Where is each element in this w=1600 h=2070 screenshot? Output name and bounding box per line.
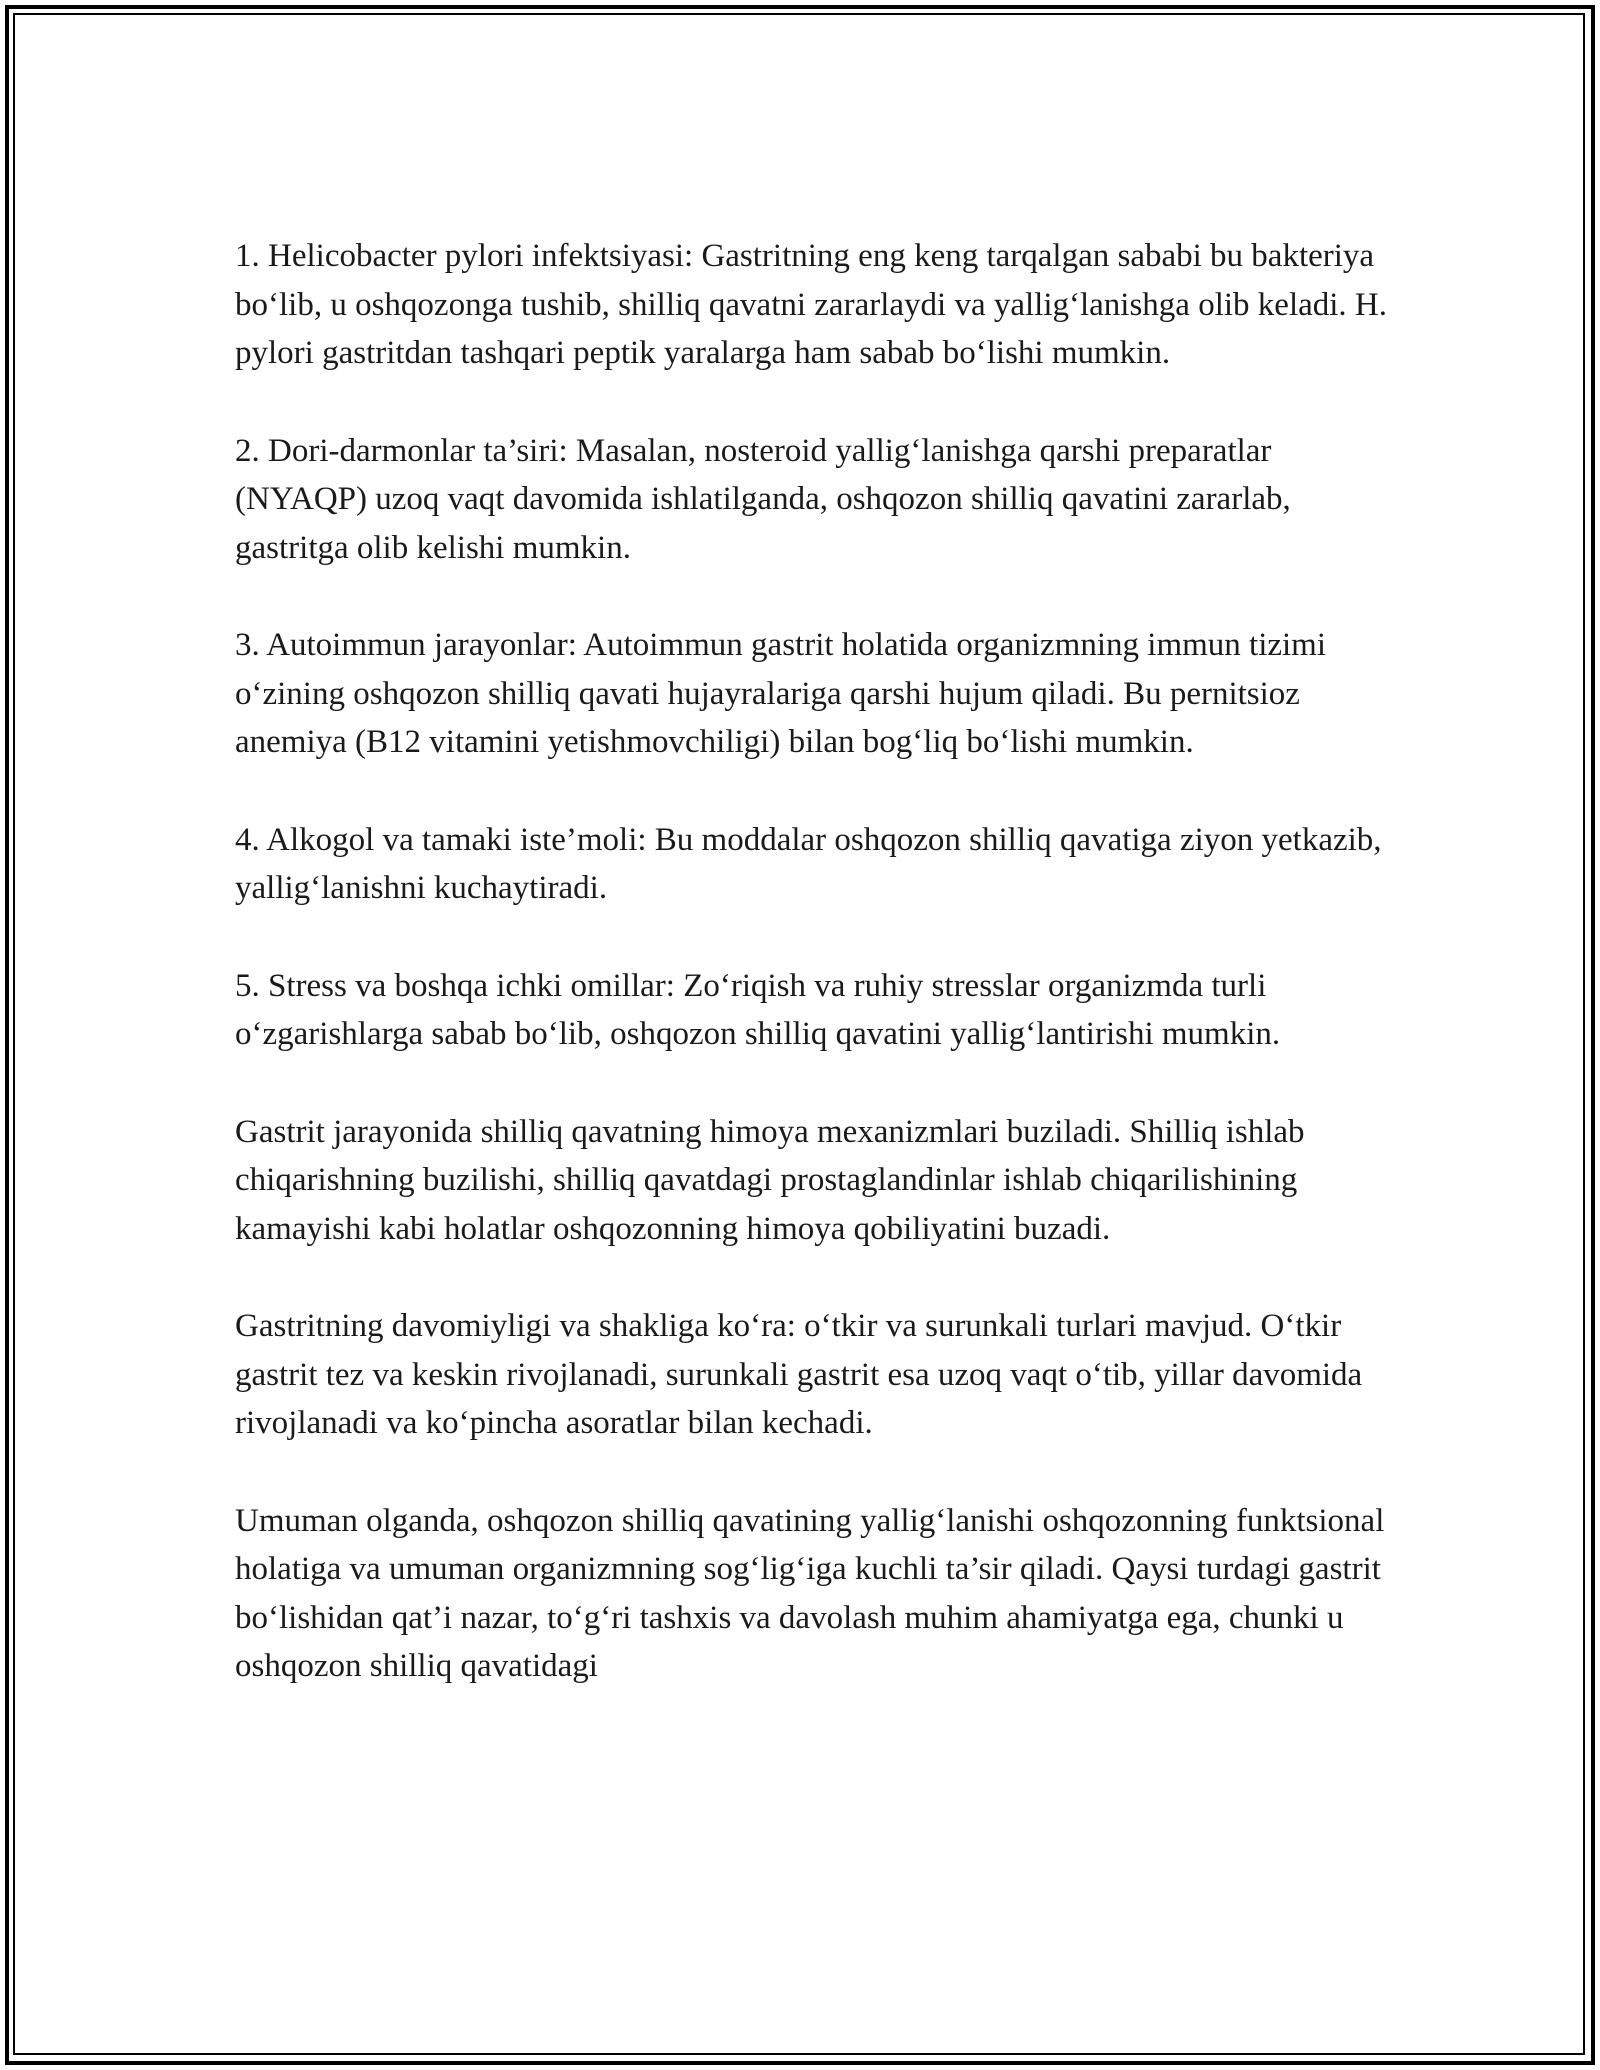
paragraph-autoimmune: 3. Autoimmun jarayonlar: Autoimmun gastrit holatida organizmning immun tizimi o‘zining oshqozon shilliq qavati hujayralariga qarshi hujum qiladi. Bu pernitsioz anemiya (B12 vitamini yetishmovchiligi) bilan bog‘liq bo‘lishi mumkin. [235,627,1327,760]
paragraph-h-pylori: 1. Helicobacter pylori infektsiyasi: Gastritning eng keng tarqalgan sababi bu bakteriya bo‘lib, u oshqozonga tushib, shilliq qavatni zararlaydi va yallig‘lanishga olib keladi. H. pylori gastritdan tashqari peptik yaralarga ham sabab bo‘lishi mumkin. [235,238,1388,371]
paragraph-stress: 5. Stress va boshqa ichki omillar: Zo‘riqish va ruhiy stresslar organizmda turli o‘zgarishlarga sabab bo‘lib, oshqozon shilliq qavatini yallig‘lantirishi mumkin. [235,967,1281,1052]
paragraph-medications: 2. Dori-darmonlar ta’siri: Masalan, nosteroid yallig‘lanishga qarshi preparatlar (NYAQP) uzoq vaqt davomida ishlatilganda, oshqozon shilliq qavatini zararlab, gastritga olib kelishi mumkin. [235,432,1291,566]
paragraph-conclusion: Umuman olganda, oshqozon shilliq qavatining yallig‘lanishi oshqozonning funktsional holatiga va umuman organizmning sog‘lig‘iga kuchli ta’sir qiladi. Qaysi turdagi gastrit bo‘lishidan qat’i nazar, to‘g‘ri tashxis va davolash muhim ahamiyatga ega, chunki u oshqozon shilliq qavatidagi [235,1502,1385,1684]
document-body [235,232,1395,1691]
paragraph-duration-forms: Gastritning davomiyligi va shakliga ko‘ra: o‘tkir va surunkali turlari mavjud. O‘tkir gastrit tez va keskin rivojlanadi, surunkali gastrit esa uzoq vaqt o‘tib, yillar davomida rivojlanadi va ko‘pincha asoratlar bilan kechadi. [235,1308,1363,1441]
paragraph-alcohol-tobacco: 4. Alkogol va tamaki iste’moli: Bu moddalar oshqozon shilliq qavatiga ziyon yetkazib, yallig‘lanishni kuchaytiradi. [235,821,1382,906]
paragraph-protective-mechanisms: Gastrit jarayonida shilliq qavatning himoya mexanizmlari buziladi. Shilliq ishlab chiqarishning buzilishi, shilliq qavatdagi prostaglandinlar ishlab chiqarilishining kamayishi kabi holatlar oshqozonning himoya qobiliyatini buzadi. [235,1113,1305,1247]
